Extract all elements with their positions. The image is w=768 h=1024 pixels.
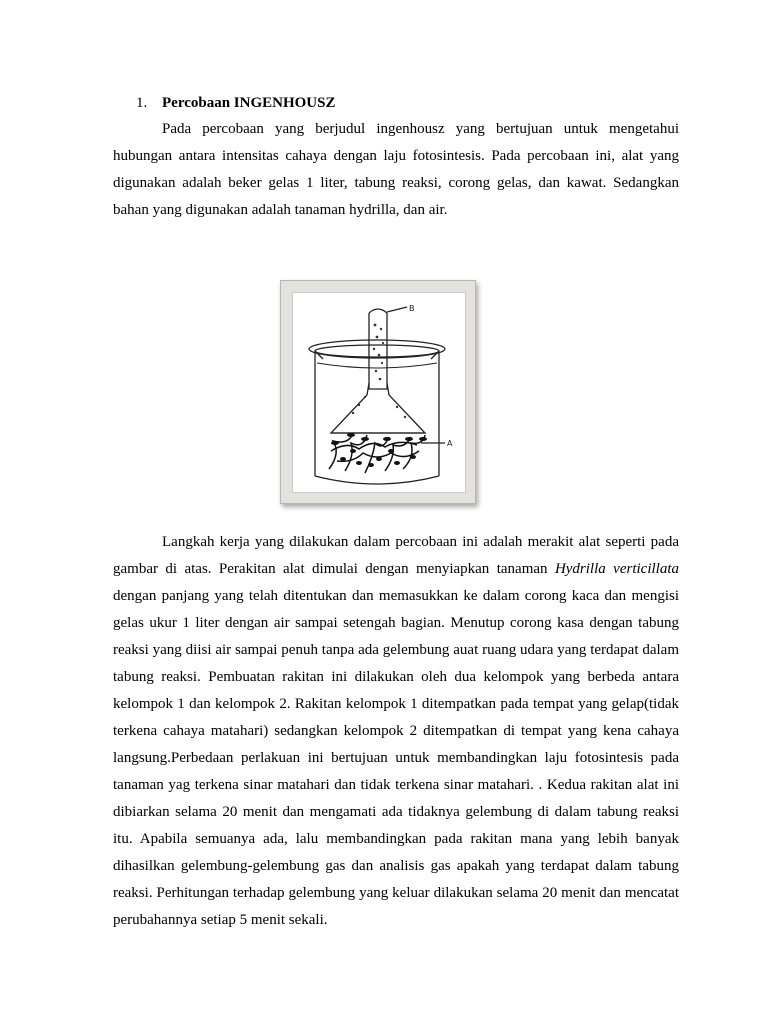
species-name: Hydrilla verticillata <box>554 561 679 577</box>
experiment-figure <box>280 280 476 504</box>
section-number: 1. <box>136 95 148 111</box>
procedure-text-end: dengan panjang yang telah ditentukan dan memasukkan ke dalam corong kaca dan mengisi gelas ukur 1 liter dengan air sampai setengah bagian. Menutup corong kasa dengan tabung reaksi yang diisi air sampai penuh tanpa ada gelembung auat ruang udara yang terdapat dalam tabung reaksi. Pembuatan rakitan ini dilakukan oleh dua kelompok yang berbeda antara kelompok 1 dan kelompok 2. Rakitan kelompok 1 ditempatkan pada tempat yang gelap(tidak terkena cahaya matahari) sedangkan kelompok 2 ditempatkan di tempat yang kena cahaya langsung.Perbedaan perlakuan ini bertujuan untuk membandingkan laju fotosintesis pada tanaman yag terkena sinar matahari dan tidak terkena sinar matahari. . Kedua rakitan alat ini dibiarkan selama 20 menit dan mengamati ada tidaknya gelembung di dalam tabung reaksi itu. Apabila semuanya ada, lalu membandingkan pada rakitan mana yang lebih banyak dihasilkan gelembung-gelembung gas dan analisis gas apakah yang terdapat dalam tabung reaksi. Perhitungan terhadap gelembung yang keluar dilakukan selama 20 menit dan mencatat perubahannya setiap 5 menit sekali. <box>113 588 679 928</box>
label-b: B <box>409 304 415 313</box>
section-title: Percobaan INGENHOUSZ <box>162 95 336 111</box>
experiment-illustration <box>292 292 466 493</box>
ingenhousz-apparatus-drawing <box>293 293 465 492</box>
procedure-text-start: Langkah kerja yang dilakukan dalam percobaan ini adalah merakit alat seperti pada gambar di atas. Perakitan alat dimulai dengan menyiapkan tanaman <box>113 534 679 577</box>
procedure-paragraph <box>113 529 679 934</box>
intro-paragraph: Pada percobaan yang berjudul ingenhousz yang bertujuan untuk mengetahui hubungan antara intensitas cahaya dengan laju fotosintesis. Pada percobaan ini, alat yang digunakan adalah beker gelas 1 liter, tabung reaksi, corong gelas, dan kawat. Sedangkan bahan yang digunakan adalah tanaman hydrilla, dan air. <box>113 121 679 218</box>
label-a: A <box>447 439 453 448</box>
section-heading <box>136 93 336 113</box>
